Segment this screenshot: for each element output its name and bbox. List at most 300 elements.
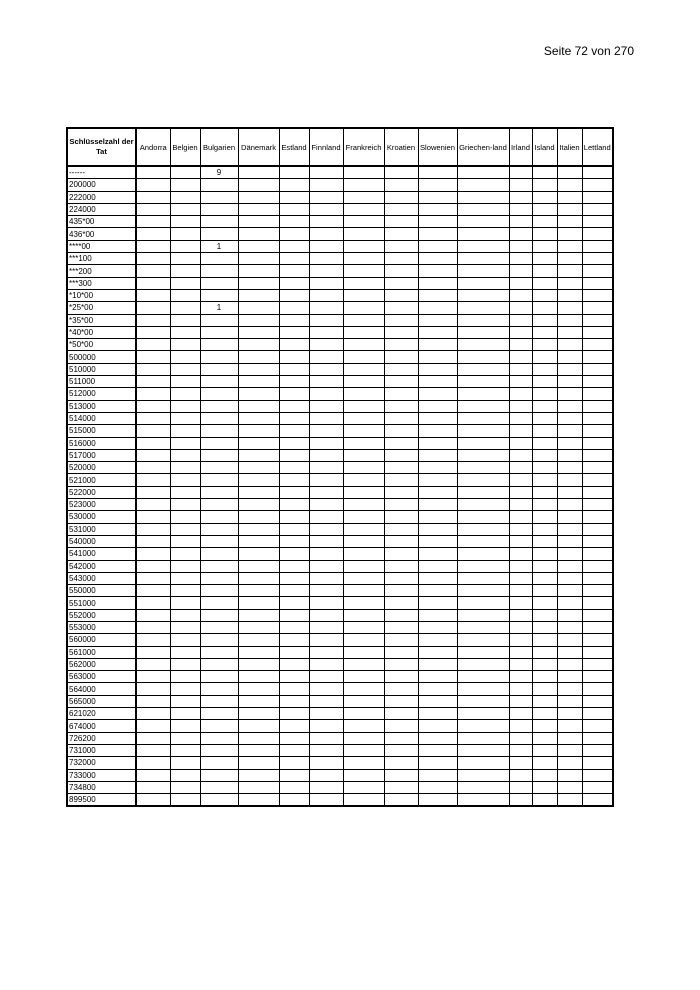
count-cell [457, 474, 509, 486]
count-cell [200, 376, 238, 388]
count-cell [532, 572, 557, 584]
count-cell [457, 486, 509, 498]
count-cell [238, 277, 279, 289]
count-cell [170, 732, 200, 744]
count-cell [457, 781, 509, 793]
count-cell [279, 388, 309, 400]
count-cell [457, 671, 509, 683]
count-cell [170, 499, 200, 511]
count-cell [279, 757, 309, 769]
offense-key-cell: 726200 [67, 732, 136, 744]
count-cell [509, 486, 532, 498]
offense-key-cell: *35*00 [67, 314, 136, 326]
count-cell [200, 326, 238, 338]
count-cell [457, 609, 509, 621]
count-cell [200, 363, 238, 375]
count-cell [343, 511, 384, 523]
count-cell [238, 585, 279, 597]
offense-key-cell: 899500 [67, 794, 136, 807]
count-cell [509, 240, 532, 252]
count-cell [170, 474, 200, 486]
count-cell [582, 265, 613, 277]
count-cell [384, 511, 418, 523]
offense-key-cell: 517000 [67, 449, 136, 461]
count-cell [582, 326, 613, 338]
table-row [67, 314, 613, 326]
count-cell [582, 511, 613, 523]
count-cell [136, 609, 170, 621]
count-cell [200, 560, 238, 572]
count-cell [279, 449, 309, 461]
count-cell [200, 425, 238, 437]
count-cell [582, 732, 613, 744]
count-cell [582, 744, 613, 756]
count-cell [279, 412, 309, 424]
count-cell [309, 609, 343, 621]
count-cell [136, 289, 170, 301]
count-cell [238, 744, 279, 756]
table-row [67, 609, 613, 621]
count-cell [309, 732, 343, 744]
count-cell [557, 437, 582, 449]
count-cell [532, 757, 557, 769]
count-cell [509, 339, 532, 351]
count-cell [557, 191, 582, 203]
count-cell [238, 339, 279, 351]
count-cell [418, 412, 457, 424]
count-cell [309, 683, 343, 695]
count-cell [582, 425, 613, 437]
count-cell [279, 191, 309, 203]
count-cell [343, 720, 384, 732]
count-cell [238, 499, 279, 511]
count-cell [557, 535, 582, 547]
offense-key-cell: 732000 [67, 757, 136, 769]
count-cell [279, 425, 309, 437]
offense-key-cell: 531000 [67, 523, 136, 535]
table-row [67, 474, 613, 486]
count-cell [509, 216, 532, 228]
table-row [67, 166, 613, 179]
count-cell [557, 412, 582, 424]
offense-key-cell: 551000 [67, 597, 136, 609]
count-cell [418, 781, 457, 793]
count-cell [384, 302, 418, 314]
count-cell [343, 400, 384, 412]
offense-key-cell: 511000 [67, 376, 136, 388]
count-cell [200, 179, 238, 191]
count-cell [457, 683, 509, 695]
count-cell [532, 634, 557, 646]
count-cell [532, 671, 557, 683]
count-cell [418, 191, 457, 203]
count-cell [170, 314, 200, 326]
count-cell [200, 585, 238, 597]
count-cell [136, 339, 170, 351]
offense-key-cell: ***200 [67, 265, 136, 277]
offense-key-cell: 542000 [67, 560, 136, 572]
count-cell [384, 265, 418, 277]
count-cell [309, 486, 343, 498]
table-row [67, 240, 613, 252]
offense-key-cell: 516000 [67, 437, 136, 449]
count-cell [343, 732, 384, 744]
count-cell [457, 585, 509, 597]
count-cell [170, 597, 200, 609]
count-cell [532, 499, 557, 511]
header-key-column: Schlüsselzahl der Tat [67, 128, 136, 166]
count-cell [170, 548, 200, 560]
count-cell [557, 289, 582, 301]
count-cell [457, 449, 509, 461]
count-cell [509, 548, 532, 560]
count-cell [557, 400, 582, 412]
count-cell [238, 781, 279, 793]
count-cell [557, 265, 582, 277]
count-cell [200, 621, 238, 633]
count-cell [200, 191, 238, 203]
count-cell [343, 277, 384, 289]
table-row [67, 646, 613, 658]
count-cell [200, 548, 238, 560]
count-cell [384, 166, 418, 179]
count-cell [309, 376, 343, 388]
count-cell [136, 191, 170, 203]
count-cell [170, 351, 200, 363]
count-cell [238, 708, 279, 720]
count-cell [136, 621, 170, 633]
count-cell [136, 388, 170, 400]
count-cell [532, 326, 557, 338]
table-row [67, 216, 613, 228]
count-cell [582, 216, 613, 228]
count-cell [557, 277, 582, 289]
count-cell [238, 646, 279, 658]
count-cell [238, 216, 279, 228]
count-cell [384, 646, 418, 658]
count-cell [582, 203, 613, 215]
count-cell [200, 757, 238, 769]
count-cell [509, 708, 532, 720]
count-cell [170, 203, 200, 215]
count-cell [532, 462, 557, 474]
count-cell [136, 228, 170, 240]
offense-key-cell: 510000 [67, 363, 136, 375]
count-cell [509, 671, 532, 683]
count-cell [509, 203, 532, 215]
count-cell [418, 339, 457, 351]
count-cell [170, 277, 200, 289]
count-cell [170, 585, 200, 597]
count-cell [509, 326, 532, 338]
count-cell [238, 548, 279, 560]
count-cell [457, 203, 509, 215]
count-cell [200, 535, 238, 547]
count-cell [343, 351, 384, 363]
count-cell [557, 769, 582, 781]
offense-key-cell: 541000 [67, 548, 136, 560]
count-cell [418, 179, 457, 191]
offense-key-cell: 530000 [67, 511, 136, 523]
count-cell [457, 511, 509, 523]
count-cell [136, 326, 170, 338]
count-cell [384, 314, 418, 326]
count-cell [532, 265, 557, 277]
count-cell [136, 523, 170, 535]
count-cell [509, 179, 532, 191]
count-cell [170, 437, 200, 449]
count-cell [309, 695, 343, 707]
count-cell [557, 474, 582, 486]
count-cell [279, 376, 309, 388]
count-cell [384, 732, 418, 744]
count-cell [343, 265, 384, 277]
count-cell [384, 351, 418, 363]
count-cell [509, 191, 532, 203]
count-cell [200, 609, 238, 621]
offense-key-cell: 562000 [67, 658, 136, 670]
count-cell [309, 744, 343, 756]
count-cell [582, 191, 613, 203]
count-cell [532, 708, 557, 720]
offense-key-cell: ------ [67, 166, 136, 179]
count-cell [343, 535, 384, 547]
count-cell [170, 425, 200, 437]
count-cell [309, 646, 343, 658]
count-cell [309, 363, 343, 375]
offense-key-cell: 563000 [67, 671, 136, 683]
count-cell [418, 683, 457, 695]
count-cell [279, 781, 309, 793]
column-header: Bulgarien [200, 128, 238, 166]
count-cell [418, 794, 457, 807]
count-cell [457, 326, 509, 338]
count-cell [532, 277, 557, 289]
table-row [67, 400, 613, 412]
count-cell [582, 708, 613, 720]
count-cell [418, 769, 457, 781]
count-cell [532, 486, 557, 498]
count-cell [238, 474, 279, 486]
count-cell [309, 277, 343, 289]
count-cell [457, 646, 509, 658]
count-cell [582, 339, 613, 351]
count-cell [170, 339, 200, 351]
table-row [67, 535, 613, 547]
count-cell [532, 302, 557, 314]
count-cell [582, 646, 613, 658]
count-cell [509, 621, 532, 633]
table-row [67, 499, 613, 511]
count-cell [509, 474, 532, 486]
count-cell [509, 437, 532, 449]
count-cell [418, 572, 457, 584]
offense-key-cell: 435*00 [67, 216, 136, 228]
count-cell [200, 658, 238, 670]
count-cell [384, 388, 418, 400]
table-row [67, 228, 613, 240]
count-cell [200, 794, 238, 807]
count-cell [309, 191, 343, 203]
count-cell [557, 314, 582, 326]
count-cell [384, 437, 418, 449]
count-cell [582, 535, 613, 547]
count-cell [238, 314, 279, 326]
count-cell: 1 [200, 240, 238, 252]
count-cell [343, 425, 384, 437]
offense-key-cell: ****00 [67, 240, 136, 252]
count-cell [279, 289, 309, 301]
count-cell [238, 560, 279, 572]
count-cell [457, 388, 509, 400]
count-cell [200, 216, 238, 228]
count-cell [509, 302, 532, 314]
count-cell [457, 191, 509, 203]
count-cell [557, 560, 582, 572]
count-cell: 1 [200, 302, 238, 314]
column-header: Island [532, 128, 557, 166]
count-cell [418, 548, 457, 560]
count-cell [279, 499, 309, 511]
count-cell [136, 363, 170, 375]
count-cell [279, 437, 309, 449]
count-cell [200, 449, 238, 461]
count-cell [170, 769, 200, 781]
count-cell [200, 203, 238, 215]
count-cell [136, 166, 170, 179]
table-row [67, 708, 613, 720]
count-cell [582, 781, 613, 793]
count-cell [532, 621, 557, 633]
count-cell [309, 339, 343, 351]
count-cell [170, 646, 200, 658]
count-cell [557, 597, 582, 609]
count-cell [200, 695, 238, 707]
count-cell [457, 277, 509, 289]
count-cell [532, 720, 557, 732]
count-cell [557, 203, 582, 215]
count-cell [384, 572, 418, 584]
count-cell [279, 351, 309, 363]
count-cell [457, 363, 509, 375]
offense-key-cell: ***100 [67, 253, 136, 265]
count-cell [582, 400, 613, 412]
count-cell [343, 179, 384, 191]
count-cell [582, 351, 613, 363]
count-cell [309, 425, 343, 437]
count-cell [557, 609, 582, 621]
count-cell [557, 228, 582, 240]
count-cell [457, 535, 509, 547]
count-cell [457, 425, 509, 437]
count-cell [557, 499, 582, 511]
table-row [67, 265, 613, 277]
count-cell [136, 499, 170, 511]
count-cell [457, 166, 509, 179]
count-cell [384, 412, 418, 424]
count-cell [200, 265, 238, 277]
count-cell [279, 683, 309, 695]
count-cell [309, 535, 343, 547]
count-cell [238, 228, 279, 240]
count-cell [532, 166, 557, 179]
count-cell [509, 253, 532, 265]
count-cell [170, 179, 200, 191]
count-cell [582, 228, 613, 240]
page-number: Seite 72 von 270 [543, 44, 634, 58]
count-cell [343, 240, 384, 252]
count-cell [457, 265, 509, 277]
count-cell [582, 314, 613, 326]
column-header: Dänemark [238, 128, 279, 166]
count-cell [384, 203, 418, 215]
count-cell [136, 449, 170, 461]
count-cell [309, 474, 343, 486]
count-cell [279, 240, 309, 252]
count-cell [279, 339, 309, 351]
count-cell [238, 535, 279, 547]
count-cell [309, 228, 343, 240]
count-cell [136, 585, 170, 597]
count-cell [200, 597, 238, 609]
count-cell [582, 240, 613, 252]
count-cell [170, 265, 200, 277]
count-cell [200, 228, 238, 240]
count-cell [170, 253, 200, 265]
count-cell [279, 277, 309, 289]
count-cell [557, 572, 582, 584]
count-cell [509, 781, 532, 793]
count-cell [309, 326, 343, 338]
count-cell [238, 597, 279, 609]
count-cell [343, 708, 384, 720]
count-cell [532, 203, 557, 215]
offense-key-cell: 564000 [67, 683, 136, 695]
offense-country-table [66, 127, 614, 807]
count-cell [343, 634, 384, 646]
count-cell [509, 462, 532, 474]
count-cell [343, 572, 384, 584]
count-cell [170, 572, 200, 584]
count-cell [384, 695, 418, 707]
count-cell [200, 572, 238, 584]
count-cell [136, 277, 170, 289]
header-row [67, 128, 613, 166]
count-cell [557, 302, 582, 314]
count-cell [457, 499, 509, 511]
count-cell [343, 597, 384, 609]
count-cell [457, 462, 509, 474]
count-cell [532, 363, 557, 375]
table-header [67, 128, 613, 166]
offense-key-cell: 500000 [67, 351, 136, 363]
count-cell [557, 339, 582, 351]
count-cell [200, 462, 238, 474]
count-cell [457, 228, 509, 240]
table-row [67, 769, 613, 781]
count-cell [279, 621, 309, 633]
count-cell [200, 732, 238, 744]
count-cell [582, 523, 613, 535]
count-cell [170, 511, 200, 523]
offense-key-cell: 565000 [67, 695, 136, 707]
count-cell [509, 757, 532, 769]
count-cell [384, 486, 418, 498]
count-cell [238, 400, 279, 412]
count-cell [418, 277, 457, 289]
count-cell [309, 658, 343, 670]
offense-key-cell: *25*00 [67, 302, 136, 314]
